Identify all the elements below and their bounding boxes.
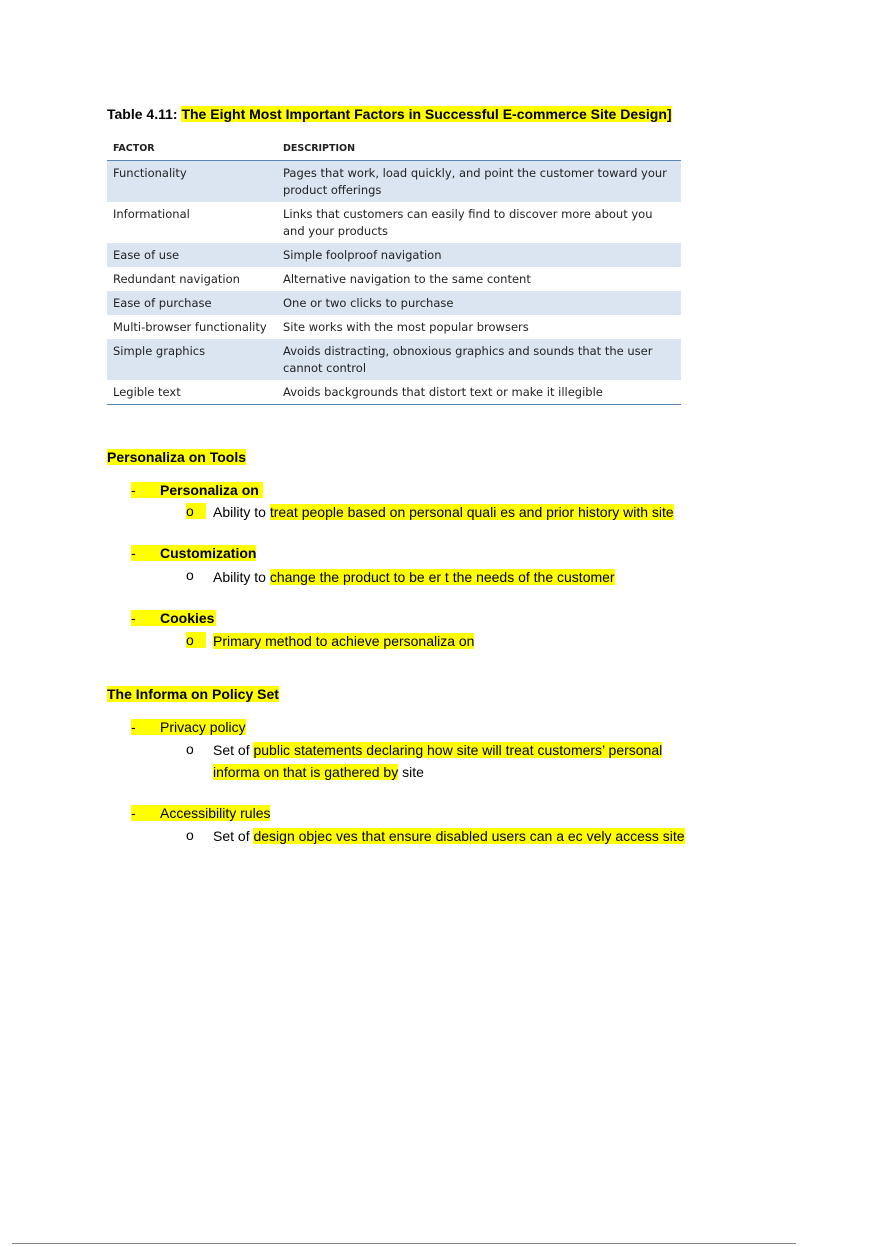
privacy-policy-desc (213, 739, 703, 783)
table-caption (107, 106, 672, 122)
factor-cell: Ease of purchase (107, 291, 277, 315)
circle-bullet: o (186, 827, 194, 843)
accessibility-rules-title: Accessibility rules (147, 805, 270, 821)
accessibility-rules-desc (213, 825, 733, 847)
dash-bullet: - (131, 610, 152, 626)
description-cell: Avoids backgrounds that distort text or make it illegible (277, 380, 681, 405)
table-row (107, 202, 681, 243)
description-cell: Avoids distracting, obnoxious graphics and sounds that the user cannot control (277, 339, 681, 380)
factor-cell: Multi-browser functionality (113, 320, 267, 334)
personalization-item-desc (213, 501, 713, 523)
desc-highlight: design objec ves that ensure disabled users can a ec vely access site (253, 828, 685, 844)
description-cell: Alternative navigation to the same content (283, 272, 531, 286)
desc-highlight: Primary method to achieve personaliza on (213, 633, 475, 649)
desc-suffix: site (398, 764, 424, 780)
cookies-item-title: Cookies (147, 610, 216, 626)
factor-cell: Ease of use (107, 243, 277, 267)
customization-item-desc (213, 566, 713, 588)
description-cell: Links that customers can easily find to discover more about you and your products (283, 207, 653, 238)
table-row (107, 243, 681, 267)
desc-prefix: Set of (213, 742, 254, 758)
table-row (107, 339, 681, 380)
factor-cell: Redundant navigation (113, 272, 240, 286)
cookies-item-desc (213, 630, 713, 652)
dash-bullet: - (131, 805, 152, 821)
circle-bullet: o (186, 567, 194, 583)
table-row (107, 291, 681, 315)
personalization-heading: Personaliza on Tools (107, 449, 246, 465)
description-cell: One or two clicks to purchase (277, 291, 681, 315)
desc-highlight: treat people based on personal quali es and prior history with site (269, 504, 674, 520)
factor-cell: Informational (113, 207, 190, 221)
desc-highlight: change the product to be er t the needs of the customer (269, 569, 615, 585)
desc-highlight: public statements declaring how site will treat customers’ personal informa on that is gathered by (213, 742, 663, 780)
factor-cell: Simple graphics (107, 339, 277, 380)
desc-prefix: Set of (213, 828, 254, 844)
table-caption-label: Table 4.11: (107, 106, 182, 122)
dash-bullet: - (131, 482, 152, 498)
privacy-policy-title: Privacy policy (147, 719, 246, 735)
factor-cell: Legible text (107, 380, 277, 405)
dash-bullet: - (131, 719, 152, 735)
customization-item-title: Customization (147, 545, 256, 561)
factors-table (107, 139, 681, 405)
circle-bullet: o (186, 503, 206, 519)
description-cell: Site works with the most popular browsers (283, 320, 529, 334)
description-cell: Simple foolproof navigation (277, 243, 681, 267)
table-caption-title: The Eight Most Important Factors in Successful E-commerce Site Design] (181, 106, 672, 122)
desc-prefix: Ability to (213, 569, 270, 585)
description-column-header: DESCRIPTION (277, 139, 681, 161)
factor-column-header: FACTOR (107, 139, 277, 161)
dash-bullet: - (131, 545, 152, 561)
factor-cell: Functionality (107, 161, 277, 203)
table-row (107, 315, 681, 339)
table-row (107, 161, 681, 203)
circle-bullet: o (186, 632, 206, 648)
policy-heading: The Informa on Policy Set (107, 686, 279, 702)
table-row (107, 267, 681, 291)
description-cell: Pages that work, load quickly, and point the customer toward your product offerings (277, 161, 681, 203)
footer-divider (12, 1243, 796, 1244)
table-row (107, 380, 681, 405)
table-header-row (107, 139, 681, 161)
circle-bullet: o (186, 741, 194, 757)
personalization-item-title: Personaliza on (147, 482, 263, 498)
desc-prefix: Ability to (213, 504, 270, 520)
